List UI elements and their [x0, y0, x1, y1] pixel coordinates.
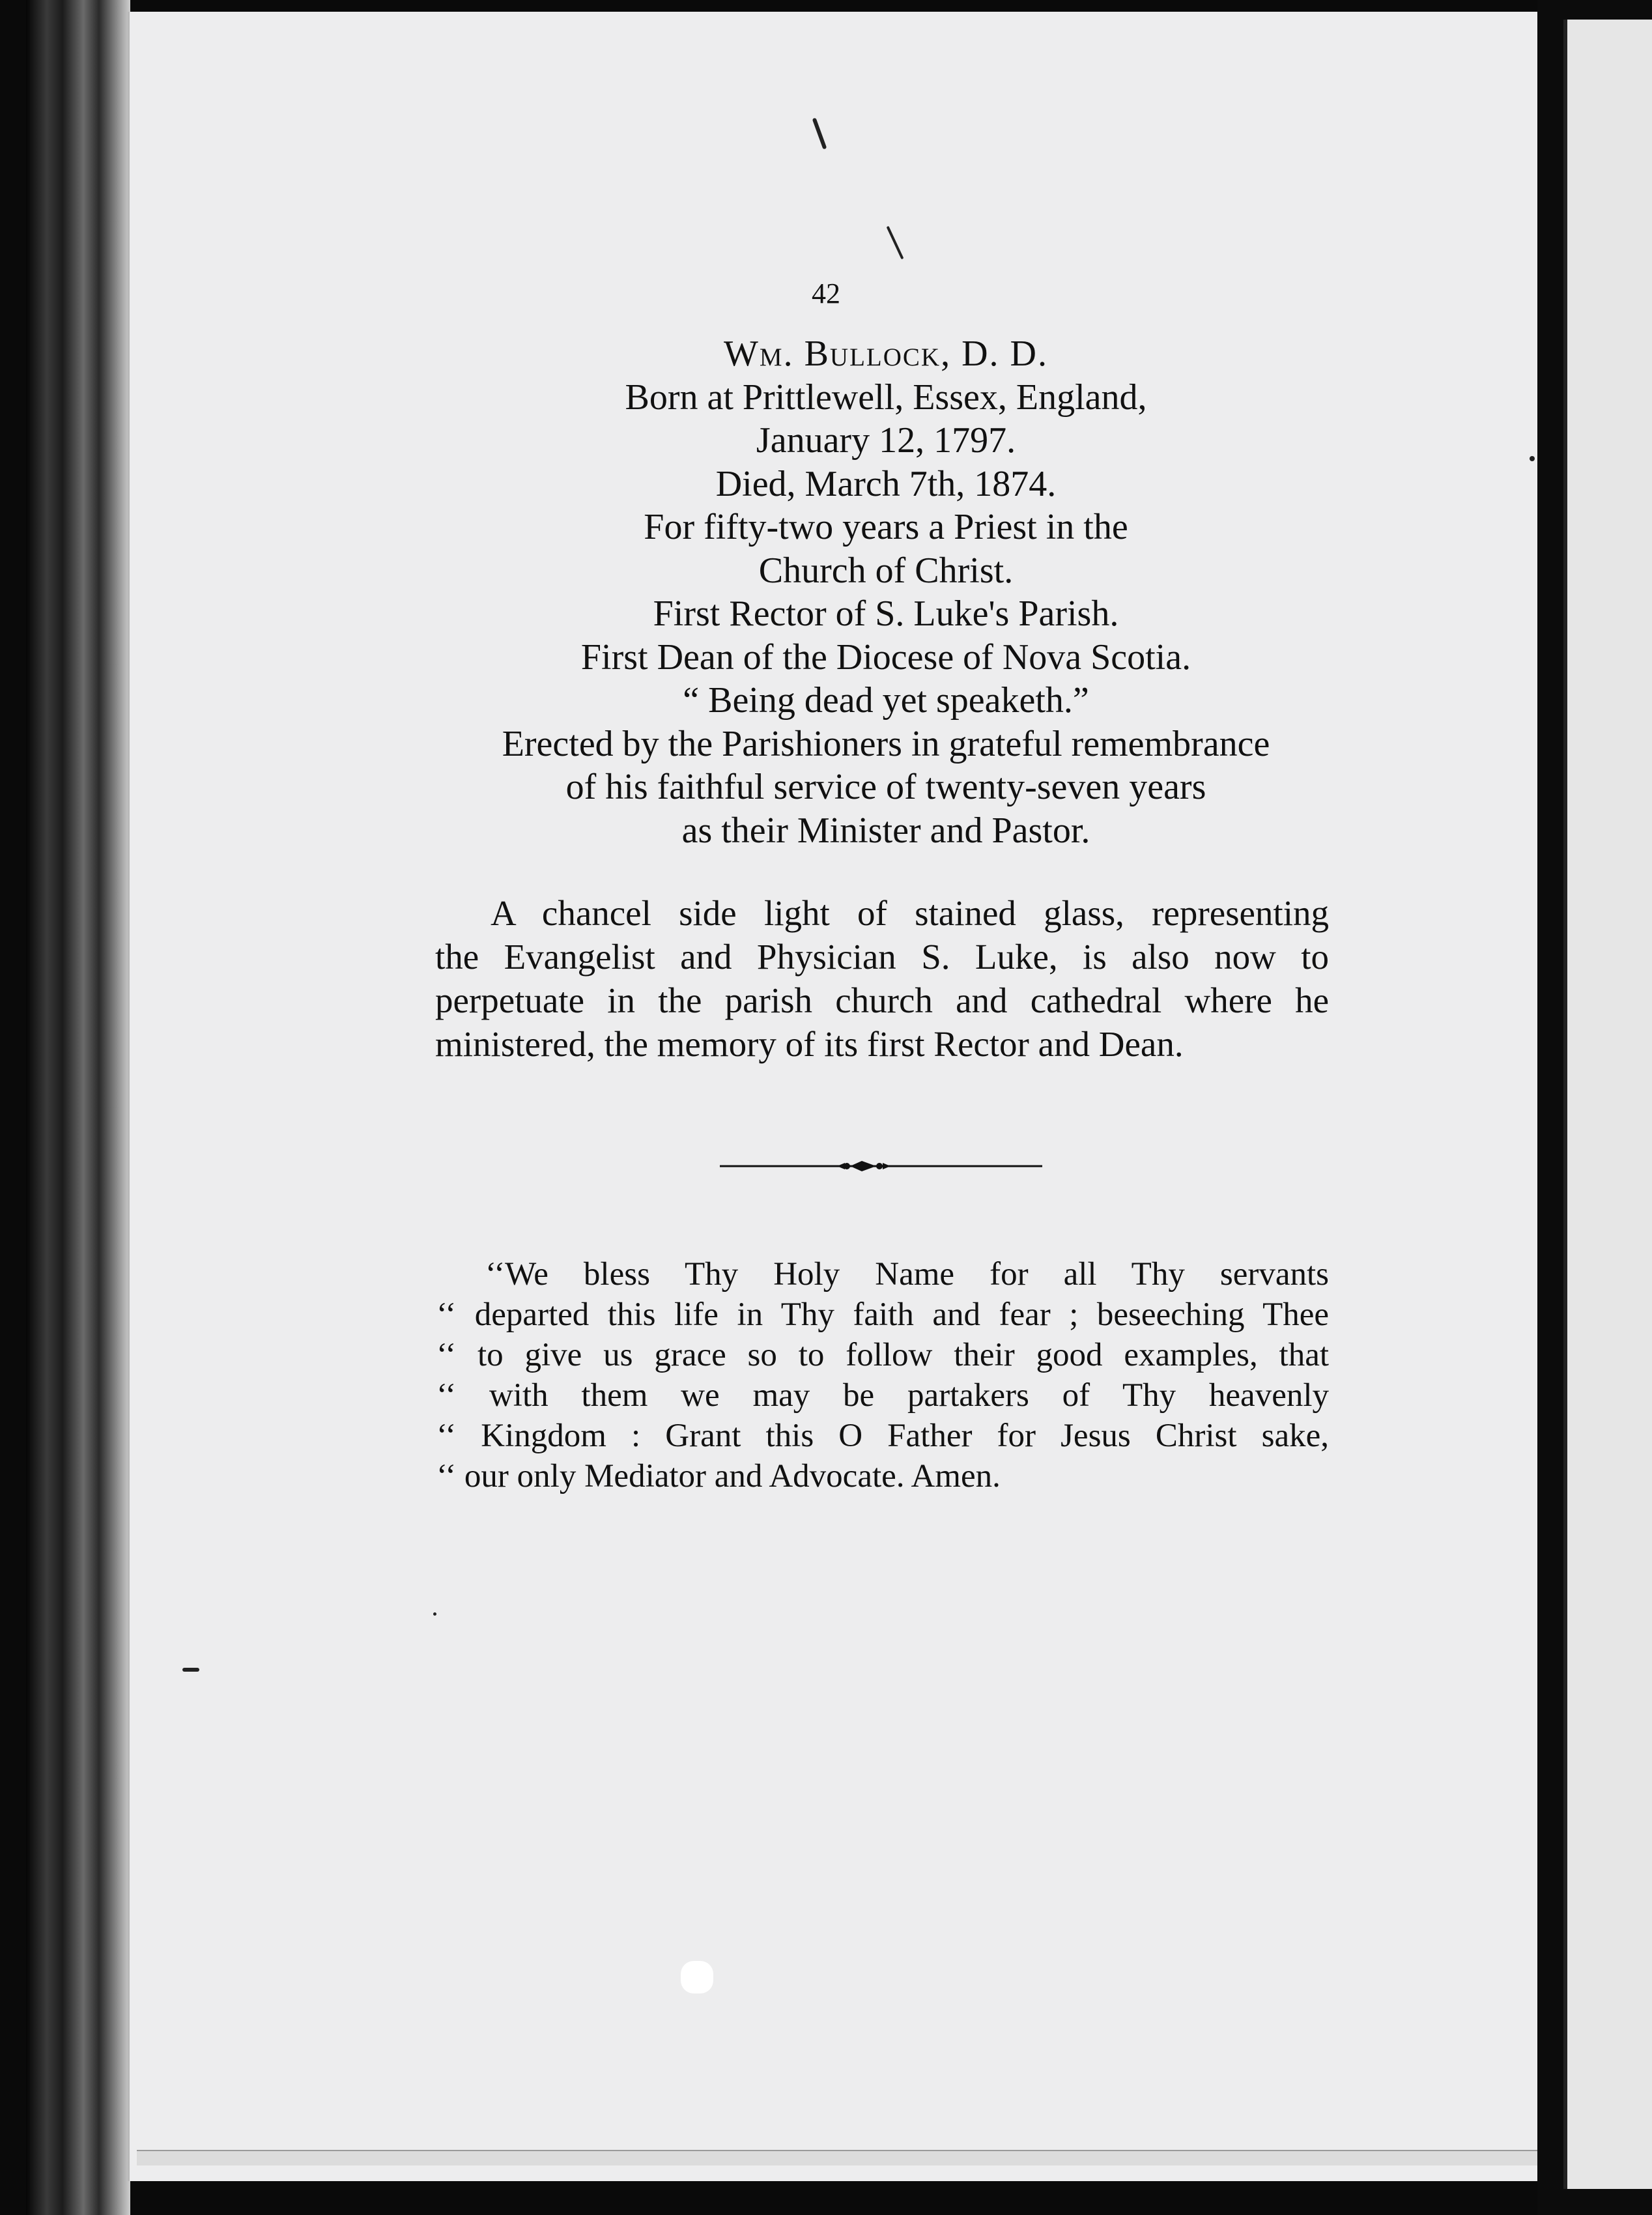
epitaph-inscription — [391, 332, 1381, 852]
facing-page-sliver — [1563, 20, 1652, 2189]
epitaph-line: of his faithful service of twenty-seven years — [565, 767, 1206, 807]
prayer-line: ‘‘ to give us grace so to follow their good examples, that — [436, 1337, 1329, 1373]
epitaph-line: as their Minister and Pastor. — [681, 810, 1090, 851]
paragraph-line: perpetuate in the parish church and cathedral where he — [435, 980, 1329, 1020]
epitaph-line: January 12, 1797. — [756, 420, 1016, 461]
scan-artifact — [182, 1668, 199, 1672]
prayer-line: ‘‘ with them we may be partakers of Thy heavenly — [436, 1377, 1329, 1414]
epitaph-line: For fifty-two years a Priest in the — [644, 507, 1128, 547]
decorative-divider-ornament — [720, 1153, 1042, 1179]
book-binding-edge — [26, 0, 130, 2215]
epitaph-name: Wm. Bullock, D. D. — [724, 334, 1048, 374]
prayer-line: ‘‘ departed this life in Thy faith and fear ; beseeching Thee — [436, 1296, 1329, 1333]
stained-glass-paragraph — [435, 891, 1329, 1066]
page-bottom-edge — [137, 2150, 1537, 2165]
epitaph-line: Church of Christ. — [758, 550, 1014, 591]
epitaph-line: “ Being dead yet speaketh.” — [683, 680, 1089, 721]
page-number: 42 — [812, 278, 840, 309]
scan-artifact — [681, 1961, 713, 1994]
paragraph-line: A chancel side light of stained glass, representing — [491, 893, 1329, 933]
scan-artifact — [433, 1612, 436, 1616]
paragraph-line: ministered, the memory of its first Rector and Dean. — [435, 1024, 1184, 1064]
commemoration-prayer — [436, 1254, 1329, 1496]
prayer-line: ‘‘ Kingdom : Grant this O Father for Jesus Christ sake, — [436, 1418, 1329, 1454]
epitaph-line: Died, March 7th, 1874. — [715, 463, 1057, 504]
epitaph-line: First Rector of S. Luke's Parish. — [653, 593, 1119, 634]
prayer-line: ‘‘We bless Thy Holy Name for all Thy servants — [485, 1256, 1329, 1293]
paragraph-line: the Evangelist and Physician S. Luke, is also now to — [435, 937, 1329, 977]
epitaph-line: Born at Prittlewell, Essex, England, — [625, 377, 1147, 418]
epitaph-line: First Dean of the Diocese of Nova Scotia. — [580, 636, 1191, 678]
scan-artifact — [1530, 456, 1535, 461]
epitaph-line: Erected by the Parishioners in grateful remembrance — [502, 723, 1270, 764]
prayer-line: ‘‘ our only Mediator and Advocate. Amen. — [436, 1458, 1001, 1494]
